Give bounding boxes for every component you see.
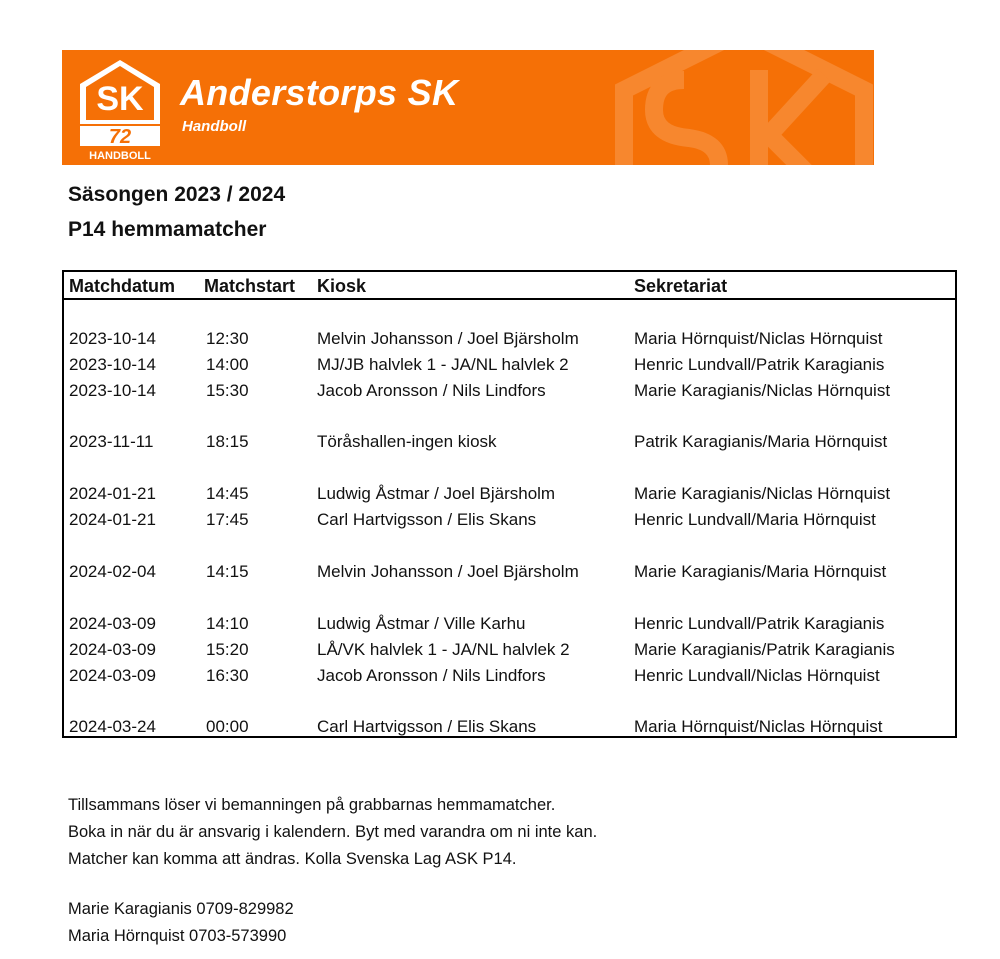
header-matchdatum: Matchdatum <box>69 276 176 296</box>
cell-date: 2024-01-21 <box>69 510 156 529</box>
cell-time: 17:45 <box>206 510 249 529</box>
cell-date: 2024-02-04 <box>69 562 156 581</box>
table-row <box>64 508 955 532</box>
cell-kiosk: Ludwig Åstmar / Ville Karhu <box>317 614 526 633</box>
cell-time: 00:00 <box>206 717 249 736</box>
note-line: Boka in när du är ansvarig i kalendern. Byt med varandra om ni inte kan. <box>68 823 598 841</box>
cell-sekretariat: Marie Karagianis/Niclas Hörnquist <box>634 484 891 503</box>
header-matchstart: Matchstart <box>204 276 296 296</box>
svg-text:72: 72 <box>108 126 132 148</box>
svg-text:SK: SK <box>96 80 144 118</box>
cell-time: 14:00 <box>206 355 249 374</box>
cell-time: 15:20 <box>206 640 249 659</box>
cell-time: 14:10 <box>206 614 249 633</box>
cell-kiosk: Jacob Aronsson / Nils Lindfors <box>317 666 546 685</box>
cell-kiosk: Ludwig Åstmar / Joel Bjärsholm <box>317 484 556 503</box>
cell-date: 2023-10-14 <box>69 355 156 374</box>
cell-sekretariat: Patrik Karagianis/Maria Hörnquist <box>634 432 888 451</box>
cell-kiosk: Melvin Johansson / Joel Bjärsholm <box>317 562 579 581</box>
header-sekretariat: Sekretariat <box>634 276 728 296</box>
cell-time: 18:15 <box>206 432 249 451</box>
contact-line: Maria Hörnquist 0703-573990 <box>68 927 287 945</box>
table-row <box>64 638 955 662</box>
notes-section <box>68 792 597 873</box>
cell-date: 2024-01-21 <box>69 484 156 503</box>
cell-kiosk: Carl Hartvigsson / Elis Skans <box>317 510 537 529</box>
cell-date: 2024-03-09 <box>69 614 156 633</box>
cell-date: 2024-03-09 <box>69 640 156 659</box>
cell-sekretariat: Marie Karagianis/Niclas Hörnquist <box>634 381 891 400</box>
club-logo <box>72 54 168 162</box>
note-line: Matcher kan komma att ändras. Kolla Svenska Lag ASK P14. <box>68 850 517 868</box>
note-line: Tillsammans löser vi bemanningen på grabbarnas hemmamatcher. <box>68 796 556 814</box>
match-table <box>62 270 957 738</box>
table-row <box>64 560 955 584</box>
cell-sekretariat: Maria Hörnquist/Niclas Hörnquist <box>634 329 883 348</box>
cell-sekretariat: Henric Lundvall/Niclas Hörnquist <box>634 666 880 685</box>
club-name: Anderstorps SK <box>180 72 459 113</box>
cell-kiosk: Melvin Johansson / Joel Bjärsholm <box>317 329 579 348</box>
contacts-section <box>68 896 294 950</box>
cell-sekretariat: Marie Karagianis/Maria Hörnquist <box>634 562 887 581</box>
cell-date: 2023-10-14 <box>69 329 156 348</box>
cell-sekretariat: Henric Lundvall/Maria Hörnquist <box>634 510 876 529</box>
cell-date: 2024-03-24 <box>69 717 156 736</box>
cell-date: 2024-03-09 <box>69 666 156 685</box>
cell-date: 2023-11-11 <box>69 432 154 451</box>
table-row <box>64 353 955 377</box>
header-banner <box>62 50 874 165</box>
cell-date: 2023-10-14 <box>69 381 156 400</box>
table-row <box>64 482 955 506</box>
cell-time: 16:30 <box>206 666 249 685</box>
table-header <box>64 272 955 300</box>
table-row <box>64 379 955 403</box>
cell-kiosk: LÅ/VK halvlek 1 - JA/NL halvlek 2 <box>317 640 570 659</box>
table-row <box>64 664 955 688</box>
cell-time: 12:30 <box>206 329 249 348</box>
cell-kiosk: Jacob Aronsson / Nils Lindfors <box>317 381 546 400</box>
table-row <box>64 327 955 351</box>
club-subtitle: Handboll <box>182 118 247 135</box>
cell-sekretariat: Henric Lundvall/Patrik Karagianis <box>634 614 885 633</box>
cell-time: 14:15 <box>206 562 249 581</box>
table-row <box>64 612 955 636</box>
season-title: Säsongen 2023 / 2024 <box>68 183 286 206</box>
cell-kiosk: Carl Hartvigsson / Elis Skans <box>317 717 537 736</box>
cell-sekretariat: Marie Karagianis/Patrik Karagianis <box>634 640 895 659</box>
cell-kiosk: MJ/JB halvlek 1 - JA/NL halvlek 2 <box>317 355 569 374</box>
header-kiosk: Kiosk <box>317 276 367 296</box>
cell-sekretariat: Henric Lundvall/Patrik Karagianis <box>634 355 885 374</box>
cell-time: 15:30 <box>206 381 249 400</box>
svg-text:HANDBOLL: HANDBOLL <box>89 150 151 162</box>
table-row <box>64 430 955 454</box>
team-title: P14 hemmamatcher <box>68 218 267 241</box>
cell-sekretariat: Maria Hörnquist/Niclas Hörnquist <box>634 717 883 736</box>
contact-line: Marie Karagianis 0709-829982 <box>68 900 294 918</box>
cell-time: 14:45 <box>206 484 249 503</box>
table-row <box>64 715 955 739</box>
cell-kiosk: Töråshallen-ingen kiosk <box>317 432 497 451</box>
logo-watermark <box>594 50 874 165</box>
